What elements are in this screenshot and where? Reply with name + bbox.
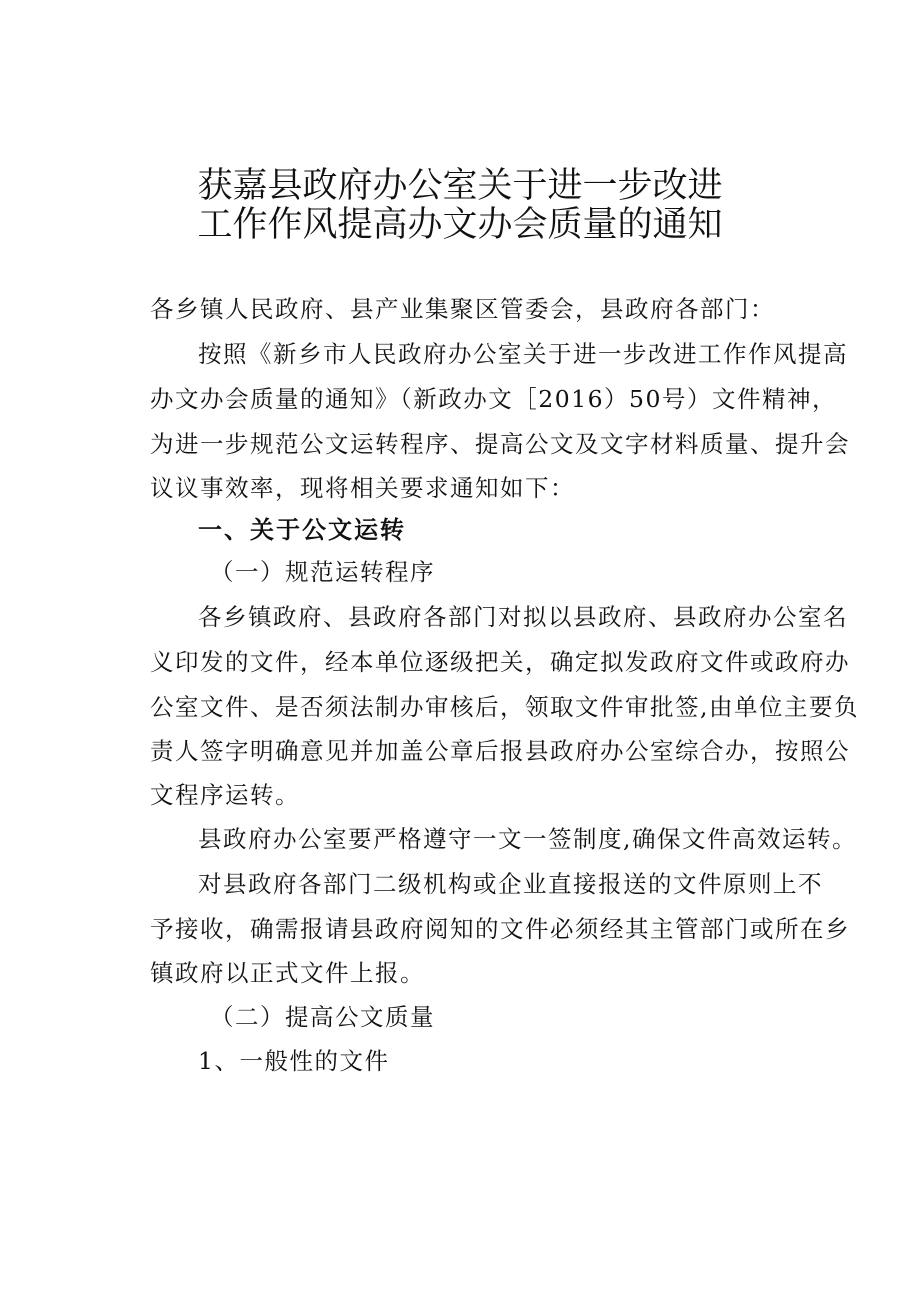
paragraph-line: 予接收，确需报请县政府阅知的文件必须经其主管部门或所在乡 [150, 915, 850, 943]
intro-line: 按照《新乡市人民政府办公室关于进一步改进工作作风提高 [198, 340, 848, 368]
list-item: 1、一般性的文件 [198, 1047, 390, 1075]
paragraph-line: 各乡镇政府、县政府各部门对拟以县政府、县政府办公室名 [198, 603, 848, 631]
paragraph-line: 义印发的文件，经本单位逐级把关，确定拟发政府文件或政府办 [150, 648, 850, 676]
salutation: 各乡镇人民政府、县产业集聚区管委会，县政府各部门： [150, 295, 775, 323]
paragraph-line: 镇政府以正式文件上报。 [150, 959, 425, 987]
intro-line: 为进一步规范公文运转程序、提高公文及文字材料质量、提升会 [150, 430, 850, 458]
paragraph-line: 责人签字明确意见并加盖公章后报县政府办公室综合办，按照公 [150, 737, 850, 765]
subsection-heading: （二）提高公文质量 [210, 1003, 435, 1031]
document-title-line-1: 获嘉县政府办公室关于进一步改进 [197, 166, 723, 206]
document-title-line-2: 工作作风提高办文办会质量的通知 [197, 205, 723, 245]
paragraph-line: 公室文件、是否须法制办审核后，领取文件审批签,由单位主要负 [150, 693, 859, 721]
section-heading: 一、关于公文运转 [198, 516, 406, 544]
paragraph-line: 对县政府各部门二级机构或企业直接报送的文件原则上不 [198, 870, 823, 898]
intro-line: 议议事效率，现将相关要求通知如下： [150, 474, 575, 502]
subsection-heading: （一）规范运转程序 [210, 558, 435, 586]
paragraph-line: 县政府办公室要严格遵守一文一签制度,确保文件高效运转。 [198, 825, 857, 853]
paragraph-line: 文程序运转。 [150, 781, 300, 809]
intro-line: 办文办会质量的通知》（新政办文［2016）50号）文件精神， [150, 385, 837, 413]
